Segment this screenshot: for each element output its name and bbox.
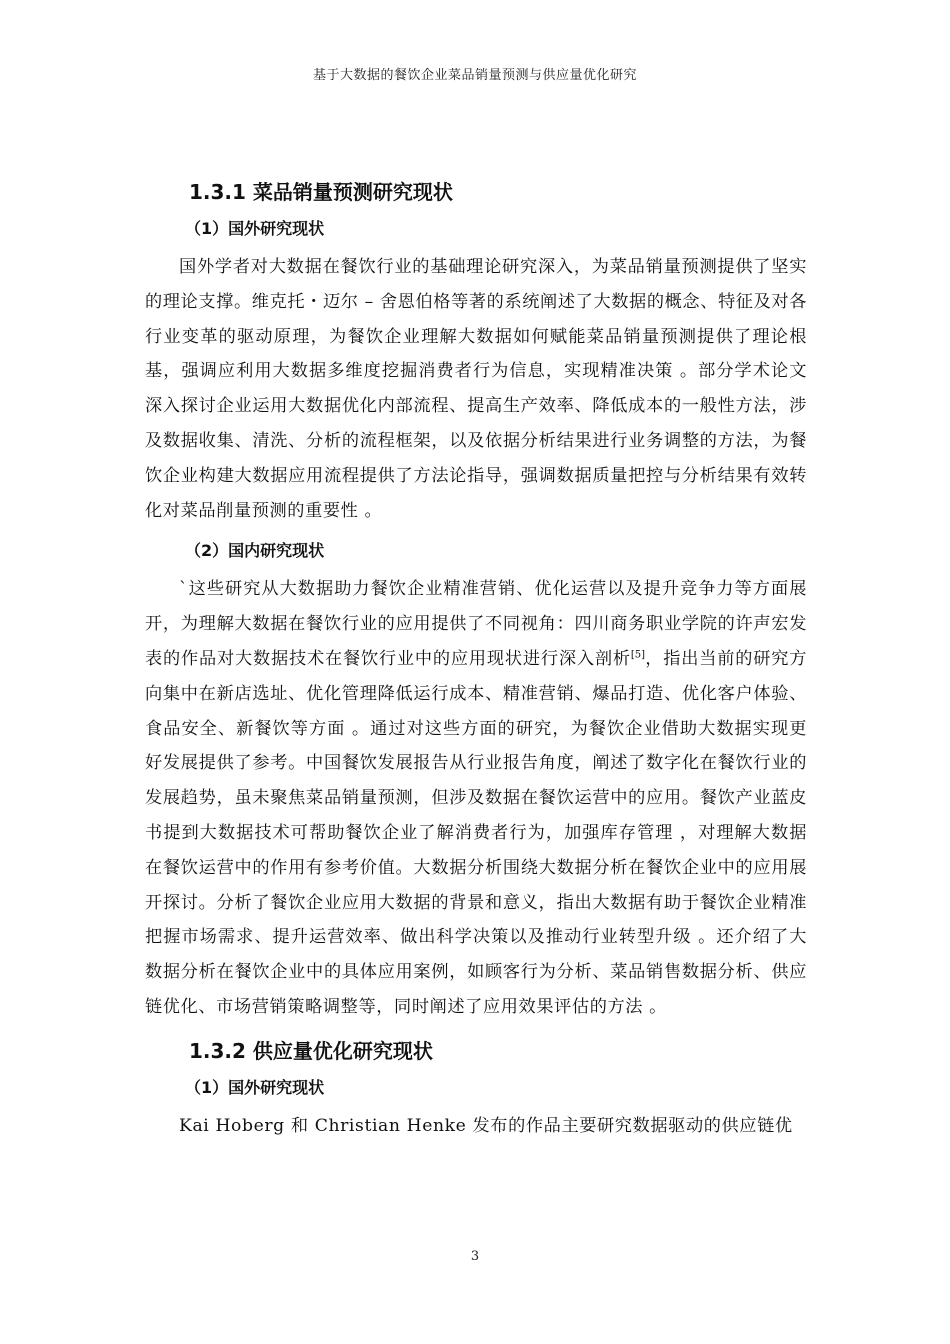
subheading-foreign-research-supply: （1）国外研究现状 <box>185 1077 325 1097</box>
header-divider <box>145 92 805 93</box>
section-heading-1-3-1: 1.3.1 菜品销量预测研究现状 <box>189 180 453 204</box>
running-header: 基于大数据的餐饮企业菜品销量预测与供应量优化研究 <box>312 68 637 83</box>
page-number: 3 <box>470 1249 480 1264</box>
paragraph-foreign-research-supply: Kai Hoberg 和 Christian Henke 发布的作品主要研究数据驱动的供应链优 <box>179 1115 793 1136</box>
paragraph-text-part-2: ，指出当前的研究方向集中在新店选址、优化管理降低运行成本、精准营销、爆品打造、优化客户体验、食品安全、新餐饮等方面 。通过对这些方面的研究，为餐饮企业借助大数据实现更好发展提供了参考。中国餐饮发展报告从行业报告角度，阐述了数字化在餐饮行业的发展趋势，虽未聚焦菜品销量预测，但涉及数据在餐饮运营中的应用。餐饮产业蓝皮书提到大数据技术可帮助餐饮企业了解消费者行为，加强库存管理 ，对理解大数据在餐饮运营中的作用有参考价值。大数据分析围绕大数据分析在餐饮企业中的应用展开探讨。分析了餐饮企业应用大数据的背景和意义，指出大数据有助于餐饮企业精准把握市场需求、提升运营效率、做出科学决策以及推动行业转型升级 。还介绍了大数据分析在餐饮企业中的具体应用案例，如顾客行为分析、菜品销售数据分析、供应链优化、市场营销策略调整等，同时阐述了应用效果评估的方法 。 <box>145 648 808 1017</box>
subheading-foreign-research: （1）国外研究现状 <box>185 219 325 238</box>
citation-reference[interactable]: [5] <box>630 649 646 661</box>
paragraph-domestic-research <box>145 572 807 1024</box>
paragraph-foreign-research: 国外学者对大数据在餐饮行业的基础理论研究深入，为菜品销量预测提供了坚实的理论支撑。维克托・迈尔 – 舍恩伯格等著的系统阐述了大数据的概念、特征及对各行业变革的驱动原理，为餐饮企业理解大数据如何赋能菜品销量预测提供了理论根基，强调应利用大数据多维度挖掘消费者行为信息，实现精准决策 。部分学术论文深入探讨企业运用大数据优化内部流程、提高生产效率、降低成本的一般性方法，涉及数据收集、清洗、分析的流程框架，以及依据分析结果进行业务调整的方法，为餐饮企业构建大数据应用流程提供了方法论指导，强调数据质量把控与分析结果有效转化对菜品削量预测的重要性 。 <box>145 257 807 521</box>
paragraph-text-part-1: `这些研究从大数据助力餐饮企业精准营销、优化运营以及提升竞争力等方面展开，为理解大数据在餐饮行业的应用提供了不同视角：四川商务职业学院的许声宏发表的作品对大数据技术在餐饮行业中的应用现状进行深入剖析 <box>145 579 807 669</box>
section-heading-1-3-2: 1.3.2 供应量优化研究现状 <box>189 1038 433 1063</box>
subheading-domestic-research: （2）国内研究现状 <box>185 541 325 561</box>
page-body <box>145 172 807 1150</box>
